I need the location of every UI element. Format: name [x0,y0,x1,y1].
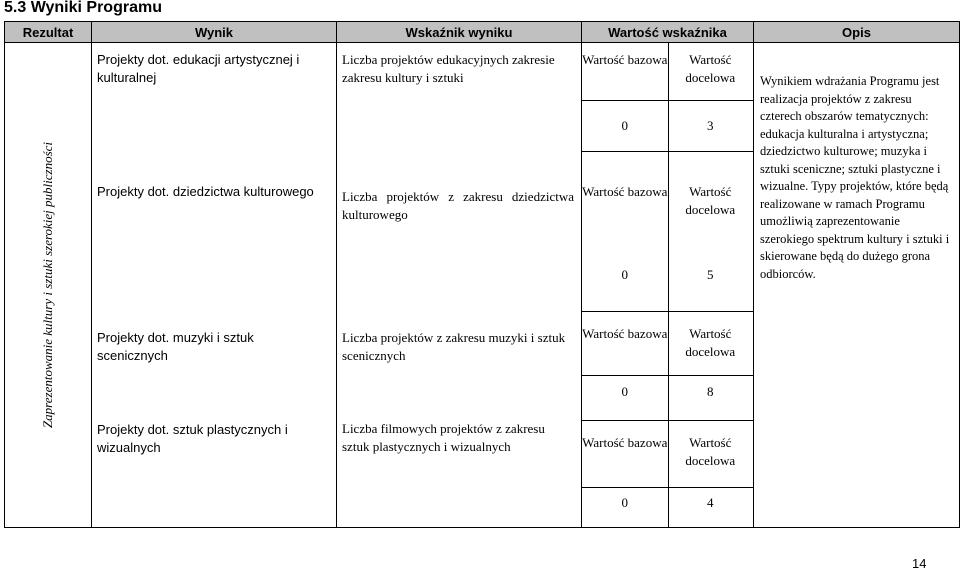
wskaznik-item-1: Liczba projektów edukacyjnych zakresie zakresu kultury i sztuki [342,52,555,85]
rezultat-cell [5,43,92,528]
wynik-item-2: Projekty dot. dziedzictwa kulturowego [97,184,314,199]
docelowa-label-3: Wartość docelowa [685,326,736,359]
bazowa-value-4: 0 [621,495,628,510]
bazowa-label-4: Wartość bazowa [582,435,668,450]
wartosc-block-4 [582,420,753,527]
rezultat-text: Zaprezentowanie kultury i sztuki szerokiej publiczności [40,141,55,429]
wskaznik-item-4: Liczba filmowych projektów z zakresu sztuk plastycznych i wizualnych [342,421,545,454]
header-wartosc: Wartość wskaźnika [582,22,754,43]
docelowa-label-1: Wartość docelowa [685,52,736,85]
bazowa-value-1: 0 [621,118,628,133]
section-title: 5.3 Wyniki Programu [4,0,162,16]
wartosc-block-2 [582,151,753,311]
opis-text: Wynikiem wdrażania Programu jest realizacja projektów z zakresu czterech obszarów tematycznych: edukacja kulturalna i artystyczna; dziedzictwo kulturowe; muzyka i sztuki sceniczne; sztuki plastyczne i wizualne. Typy projektów, które będą realizowane w ramach Programu umożliwią zaprezentowanie szerokiego spektrum kultury i sztuki i skierowane będą do dużego grona odbiorców. [760,74,950,281]
table-row [5,43,960,528]
docelowa-label-4: Wartość docelowa [685,435,736,468]
wartosc-cell [582,43,754,528]
wartosc-block-1 [582,43,753,151]
page-number: 14 [912,556,927,571]
bazowa-value-3: 0 [621,384,628,399]
header-opis: Opis [754,22,960,43]
header-rezultat: Rezultat [5,22,92,43]
docelowa-value-3: 8 [707,384,714,399]
wynik-item-4: Projekty dot. sztuk plastycznych i wizualnych [97,422,288,455]
wynik-cell [92,43,337,528]
header-wskaznik: Wskaźnik wyniku [337,22,582,43]
docelowa-value-4: 4 [707,495,714,510]
opis-cell [754,43,960,528]
bazowa-label-3: Wartość bazowa [582,326,668,341]
header-wynik: Wynik [92,22,337,43]
wskaznik-cell [337,43,582,528]
wynik-item-1: Projekty dot. edukacji artystycznej i kulturalnej [97,52,300,85]
table-header-row [5,22,960,43]
wskaznik-item-3: Liczba projektów z zakresu muzyki i sztuk scenicznych [342,330,566,363]
wskaznik-item-2: Liczba projektów z zakresu dziedzictwa kulturowego [342,189,574,222]
docelowa-label-2: Wartość docelowa [685,184,736,217]
results-table [4,21,960,528]
bazowa-label-2: Wartość bazowa [582,184,668,199]
wynik-item-3: Projekty dot. muzyki i sztuk scenicznych [97,330,254,363]
bazowa-label-1: Wartość bazowa [582,52,668,67]
docelowa-value-1: 3 [707,118,714,133]
docelowa-value-2: 5 [707,267,714,282]
bazowa-value-2: 0 [621,267,628,282]
wartosc-block-3 [582,311,753,420]
